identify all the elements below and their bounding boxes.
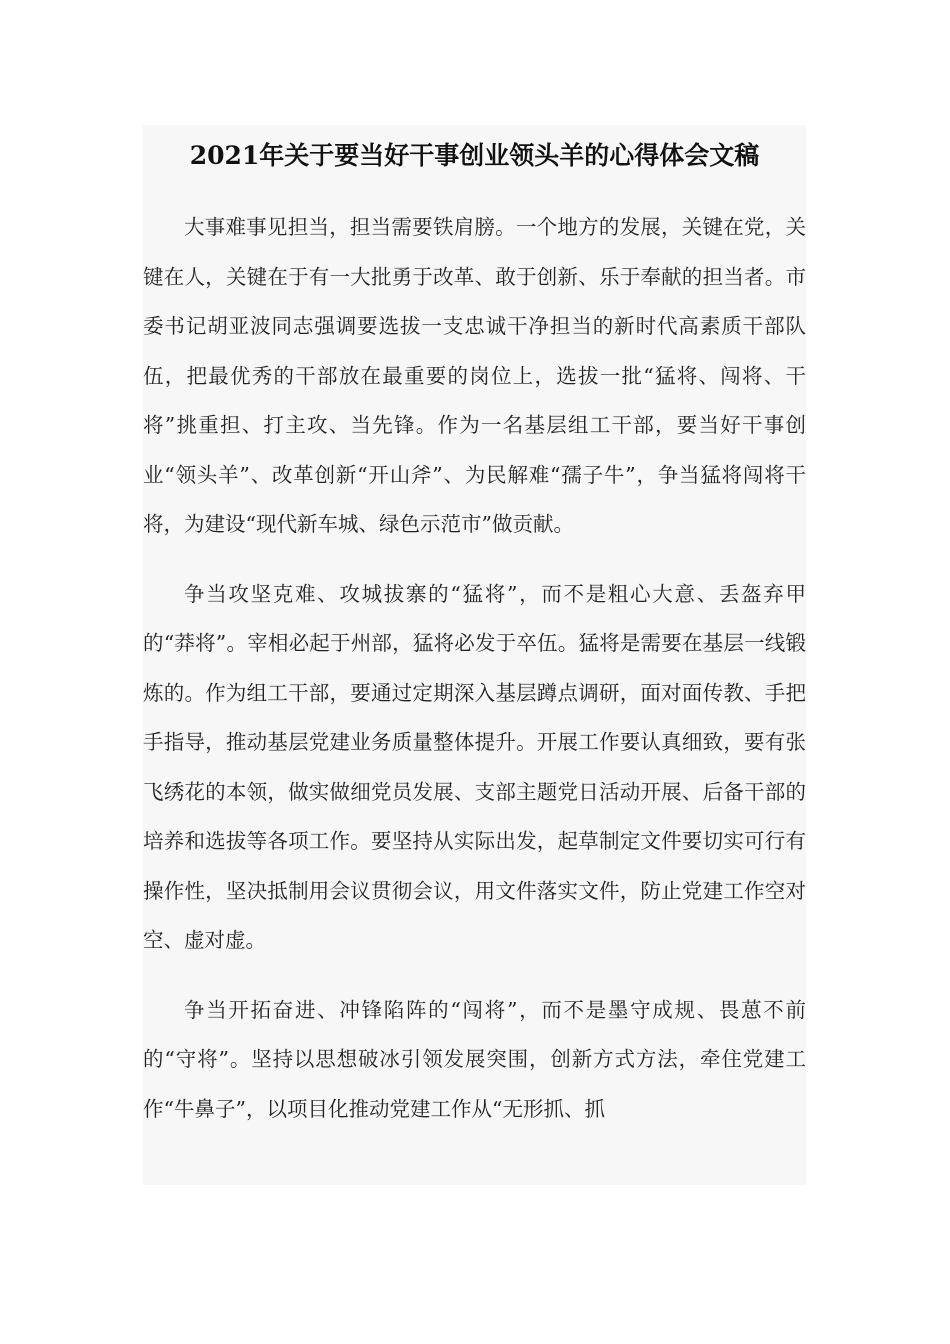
document-body xyxy=(143,125,806,1185)
paragraph-2: 争当攻坚克难、攻城拔寨的“猛将”，而不是粗心大意、丢盔弃甲的“莽将”。宰相必起于州部，猛将必发于卒伍。猛将是需要在基层一线锻炼的。作为组工干部，要通过定期深入基层蹲点调研，面对面传教、手把手指导，推动基层党建业务质量整体提升。开展工作要认真细致，要有张飞绣花的本领，做实做细党员发展、支部主题党日活动开展、后备干部的培养和选拔等各项工作。要坚持从实际出发，起草制定文件要切实可行有操作性，坚决抵制用会议贯彻会议，用文件落实文件，防止党建工作空对空、虚对虚。 xyxy=(143,581,806,952)
document-title: 2021年关于要当好干事创业领头羊的心得体会文稿 xyxy=(189,141,760,170)
paragraph-3: 争当开拓奋进、冲锋陷阵的“闯将”，而不是墨守成规、畏葸不前的“守将”。坚持以思想破冰引领发展突围，创新方式方法，牵住党建工作“牛鼻子”，以项目化推动党建工作从“无形抓、抓 xyxy=(143,997,806,1121)
paragraph-1: 大事难事见担当，担当需要铁肩膀。一个地方的发展，关键在党，关键在人，关键在于有一大批勇于改革、敢于创新、乐于奉献的担当者。市委书记胡亚波同志强调要选拔一支忠诚干净担当的新时代高素质干部队伍，把最优秀的干部放在最重要的岗位上，选拔一批“猛将、闯将、干将”挑重担、打主攻、当先锋。作为一名基层组工干部，要当好干事创业“领头羊”、改革创新“开山斧”、为民解难“孺子牛”，争当猛将闯将干将，为建设“现代新车城、绿色示范市”做贡献。 xyxy=(143,215,806,536)
